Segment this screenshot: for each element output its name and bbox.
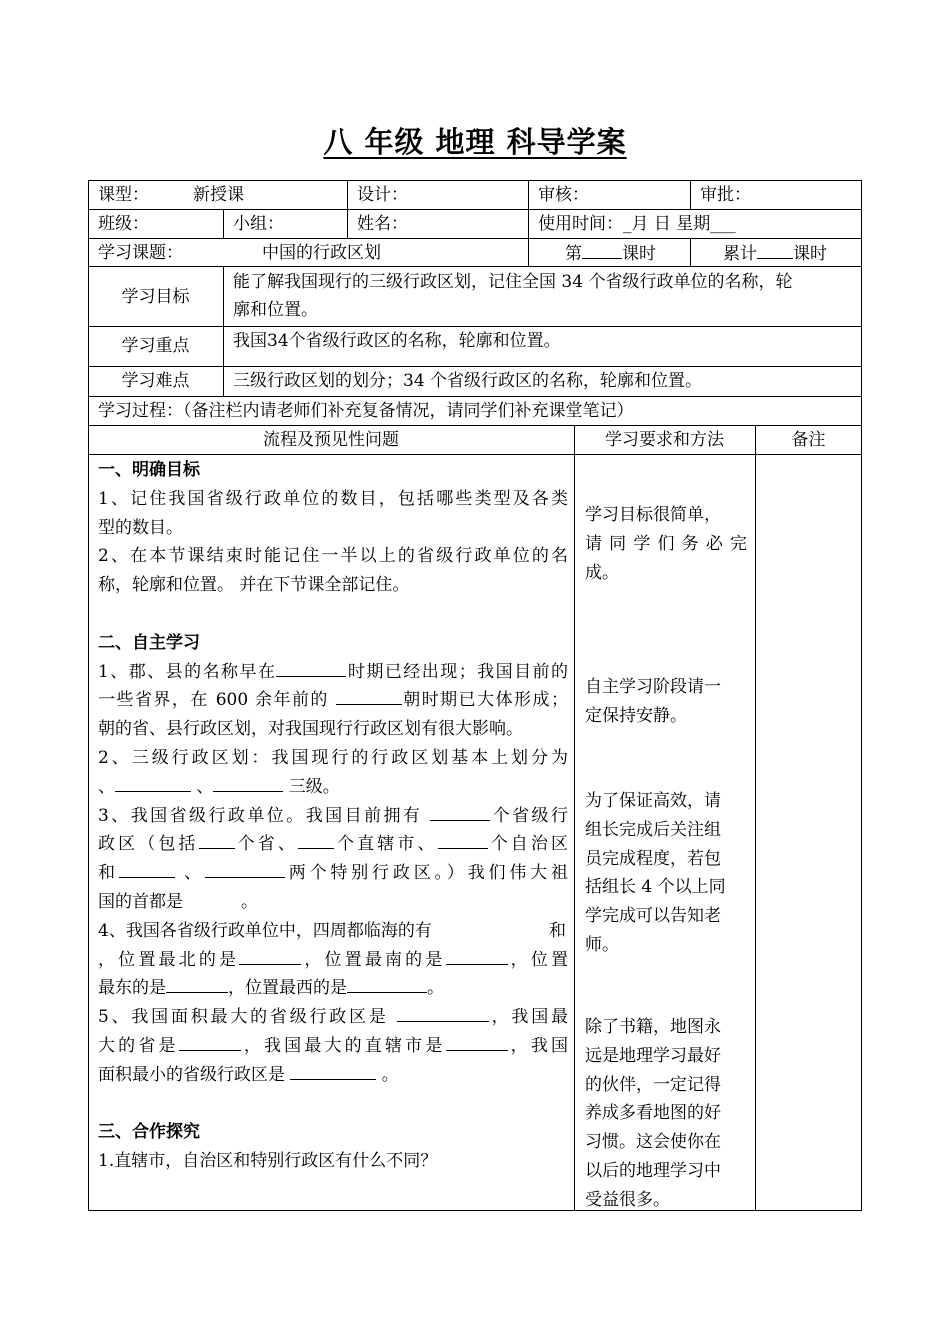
question-line: 最东的是 ，位置最西的是 。: [98, 974, 568, 1003]
key-text: 我国34个省级行政区的名称，轮廓和位置。: [233, 331, 561, 351]
answer-blank[interactable]: [166, 974, 228, 993]
goal-item: 型的数目。: [98, 517, 183, 538]
class-label: 班级：: [98, 214, 149, 234]
answer-blank[interactable]: [276, 658, 346, 677]
total-count-prefix: 累计: [723, 244, 757, 264]
answer-blank[interactable]: [336, 686, 402, 705]
col-divider: [690, 238, 691, 266]
answer-blank[interactable]: [213, 773, 283, 792]
question-line: 政区（包括 个省、 个直辖市、 个自治区: [98, 830, 568, 859]
section-title: 三、合作探究: [98, 1122, 200, 1143]
group-label: 小组：: [233, 214, 284, 234]
goal-line: 廓和位置。: [233, 300, 318, 320]
answer-blank[interactable]: [430, 802, 490, 821]
lesson-count-blank: [582, 240, 622, 259]
goal-label: 学习目标: [121, 287, 190, 307]
question-line: 2、三级行政区划：我国现行的行政区划基本上划分为: [98, 747, 568, 768]
goal-item: 1、记住我国省级行政单位的数目，包括哪些类型及各类: [98, 488, 568, 509]
total-count: [713, 240, 837, 267]
answer-blank[interactable]: [347, 974, 427, 993]
row-divider: [88, 425, 862, 426]
method-column-header: 学习要求和方法: [605, 430, 724, 450]
question-line: 1、郡、县的名称早在 时期已经出现；我国目前的: [98, 658, 568, 687]
difficulty-label: 学习难点: [121, 371, 190, 391]
question-line: 朝的省、县行政区划，对我国现行行政区划有很大影响。: [98, 719, 523, 740]
question-line: 大的省是 ，我国最大的直辖市是 ，我国: [98, 1032, 568, 1061]
answer-blank[interactable]: [199, 830, 235, 849]
question-line: 、 、 三级。: [98, 773, 568, 802]
topic-label: 学习课题：: [98, 243, 183, 263]
question-line: 面积最小的省级行政区是 。: [98, 1061, 568, 1090]
answer-blank[interactable]: [438, 830, 488, 849]
question-line: 4、我国各省级行政单位中，四周都临海的有 和: [98, 920, 566, 941]
row-divider: [88, 209, 862, 210]
goal-item: 2、在本节课结束时能记住一半以上的省级行政单位的名: [98, 546, 568, 567]
method-block: 除了书籍，地图永 远是地理学习最好 的伙伴，一定记得 养成多看地图的好 习惯。这会使你在 以后的地理学习中 受益很多。: [585, 1017, 721, 1210]
flow-column-header: 流程及预见性问题: [263, 430, 399, 450]
question-line: 3、我国省级行政单位。我国目前拥有 个省级行: [98, 802, 568, 831]
answer-blank[interactable]: [179, 1032, 241, 1051]
key-label: 学习重点: [121, 336, 190, 356]
row-divider: [88, 396, 862, 397]
method-block: 学习目标很简单， 请同学们务必完 成。: [585, 505, 747, 583]
question-line: 一些省界，在 600 余年前的 朝时期已大体形成；: [98, 686, 568, 715]
answer-blank[interactable]: [446, 1032, 508, 1051]
review-label: 审核：: [538, 185, 589, 205]
name-label: 姓名：: [357, 214, 408, 234]
answer-blank[interactable]: [298, 830, 334, 849]
answer-blank[interactable]: [239, 946, 301, 965]
page-title: 八 年级 地理 科导学案: [323, 125, 627, 159]
question-line: 5、我国面积最大的省级行政区是 ，我国最: [98, 1003, 568, 1032]
col-divider: [574, 425, 575, 1211]
answer-blank[interactable]: [205, 859, 285, 878]
answer-blank[interactable]: [446, 946, 508, 965]
use-time: 使用时间：_月 日 星期___: [538, 214, 736, 234]
row-divider: [88, 454, 862, 455]
total-count-blank: [757, 240, 793, 259]
method-block: 为了保证高效，请 组长完成后关注组 员完成程度，若包 括组长 4 个以上同 学完成可以告知老 师。: [585, 791, 726, 955]
difficulty-text: 三级行政区划的划分；34 个省级行政区的名称，轮廓和位置。: [233, 371, 703, 391]
answer-blank[interactable]: [119, 859, 175, 878]
lesson-count-suffix: 课时: [622, 244, 656, 264]
goal-item: 称，轮廓和位置。 并在下节课全部记住。: [98, 575, 410, 596]
lesson-count-prefix: 第: [565, 244, 582, 264]
note-column-header: 备注: [791, 430, 826, 450]
course-type-value: 新授课: [193, 185, 244, 205]
question-line: ，位置最北的是 ，位置最南的是 ，位置: [98, 946, 568, 975]
answer-blank[interactable]: [290, 1061, 376, 1080]
row-divider: [88, 326, 862, 327]
lesson-count: [555, 240, 666, 267]
goal-line: 能了解我国现行的三级行政区划，记住全国 34 个省级行政单位的名称，轮: [233, 272, 793, 292]
design-label: 设计：: [357, 185, 408, 205]
method-block: 自主学习阶段请一 定保持安静。: [585, 677, 721, 726]
col-divider: [755, 425, 756, 1211]
question-line: 和 、 两个特别行政区。）我们伟大祖: [98, 859, 568, 888]
process-note: 学习过程：（备注栏内请老师们补充复备情况，请同学们补充课堂笔记）: [98, 401, 634, 421]
total-count-suffix: 课时: [793, 244, 827, 264]
flow-content: [98, 456, 568, 1176]
topic-value: 中国的行政区划: [262, 243, 381, 263]
answer-blank[interactable]: [397, 1003, 489, 1022]
approve-label: 审批：: [700, 185, 751, 205]
row-divider: [88, 366, 862, 367]
answer-blank[interactable]: [115, 773, 191, 792]
row-divider: [88, 238, 862, 239]
section-title: 二、自主学习: [98, 632, 200, 653]
question-line: 1.直辖市，自治区和特别行政区有什么不同？: [98, 1151, 438, 1172]
course-type-label: 课型：: [98, 185, 149, 205]
question-line: 国的首都是 。: [98, 891, 258, 912]
section-title: 一、明确目标: [98, 460, 200, 480]
